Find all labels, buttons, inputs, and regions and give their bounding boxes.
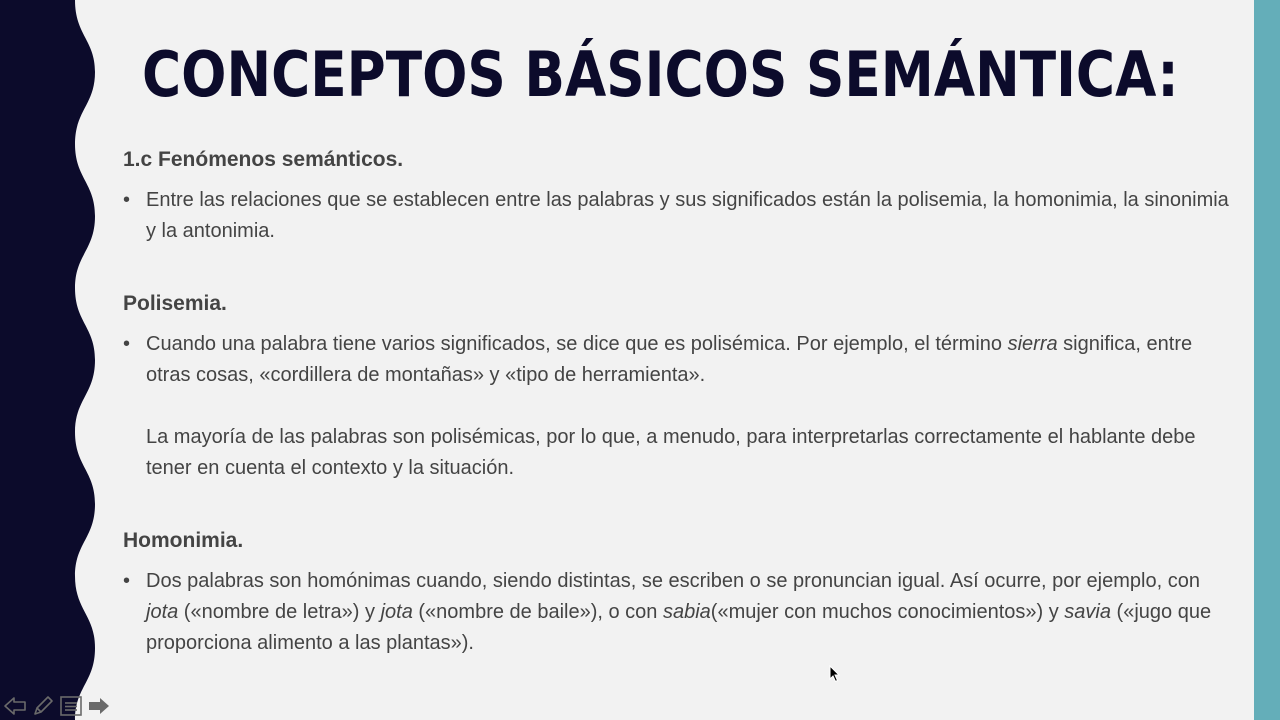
wavy-left-band xyxy=(0,0,110,720)
slide-title: CONCEPTOS BÁSICOS SEMÁNTICA: xyxy=(142,38,1179,111)
slide-body xyxy=(123,144,1233,659)
bullet-fenomenos-text: Entre las relaciones que se establecen entre las palabras y sus significados están la polisemia, la homonimia, la sinonimia y la antonimia. xyxy=(146,189,1229,242)
bullet-homonimia-text-2: («nombre de letra») y xyxy=(178,601,381,623)
bullet-dot: • xyxy=(123,189,131,211)
section-heading-polisemia: Polisemia. xyxy=(123,292,227,315)
section-heading-homonimia: Homonimia. xyxy=(123,529,244,552)
term-sierra: sierra xyxy=(1007,333,1058,355)
term-jota-2: jota xyxy=(380,601,413,623)
next-arrow-icon xyxy=(87,696,111,716)
term-jota-1: jota xyxy=(146,601,179,623)
right-accent-band xyxy=(1254,0,1280,720)
section-heading-fenomenos: 1.c Fenómenos semánticos. xyxy=(123,148,404,171)
bullet-fenomenos xyxy=(123,185,1233,247)
bullet-polisemia-text-1: Cuando una palabra tiene varios significados, se dice que es polisémica. Por ejemplo, el término xyxy=(146,333,1008,355)
slides-menu-button[interactable] xyxy=(58,693,84,719)
previous-slide-button[interactable] xyxy=(2,693,28,719)
bullet-dot: • xyxy=(123,333,131,355)
bullet-polisemia-text-2: significa, entre otras cosas, «cordillera de montañas» y «tipo de herramienta». xyxy=(146,333,1193,386)
next-slide-button[interactable] xyxy=(86,693,112,719)
mouse-cursor-icon xyxy=(829,665,841,683)
bullet-homonimia-text-1: Dos palabras son homónimas cuando, siendo distintas, se escriben o se pronuncian igual. Así ocurre, por ejemplo, con xyxy=(146,570,1200,592)
bullet-polisemia xyxy=(123,329,1233,391)
bullet-homonimia-text-4: («mujer con muchos conocimientos») y xyxy=(710,601,1065,623)
paragraph-polisemia: La mayoría de las palabras son polisémicas, por lo que, a menudo, para interpretarlas correctamente el hablante debe tener en cuenta el contexto y la situación. xyxy=(146,426,1196,479)
bullet-homonimia xyxy=(123,566,1233,659)
term-savia: savia xyxy=(1064,601,1111,623)
bullet-dot: • xyxy=(123,570,131,592)
slides-menu-icon xyxy=(59,695,83,717)
bullet-homonimia-text-5: («jugo que proporciona alimento a las plantas»). xyxy=(146,601,1212,654)
pen-tool-button[interactable] xyxy=(30,693,56,719)
bullet-homonimia-text-3: («nombre de baile»), o con xyxy=(412,601,663,623)
term-sabia: sabia xyxy=(662,601,711,623)
slideshow-toolbar xyxy=(2,692,112,720)
previous-arrow-icon xyxy=(3,696,27,716)
pen-icon xyxy=(31,694,55,718)
